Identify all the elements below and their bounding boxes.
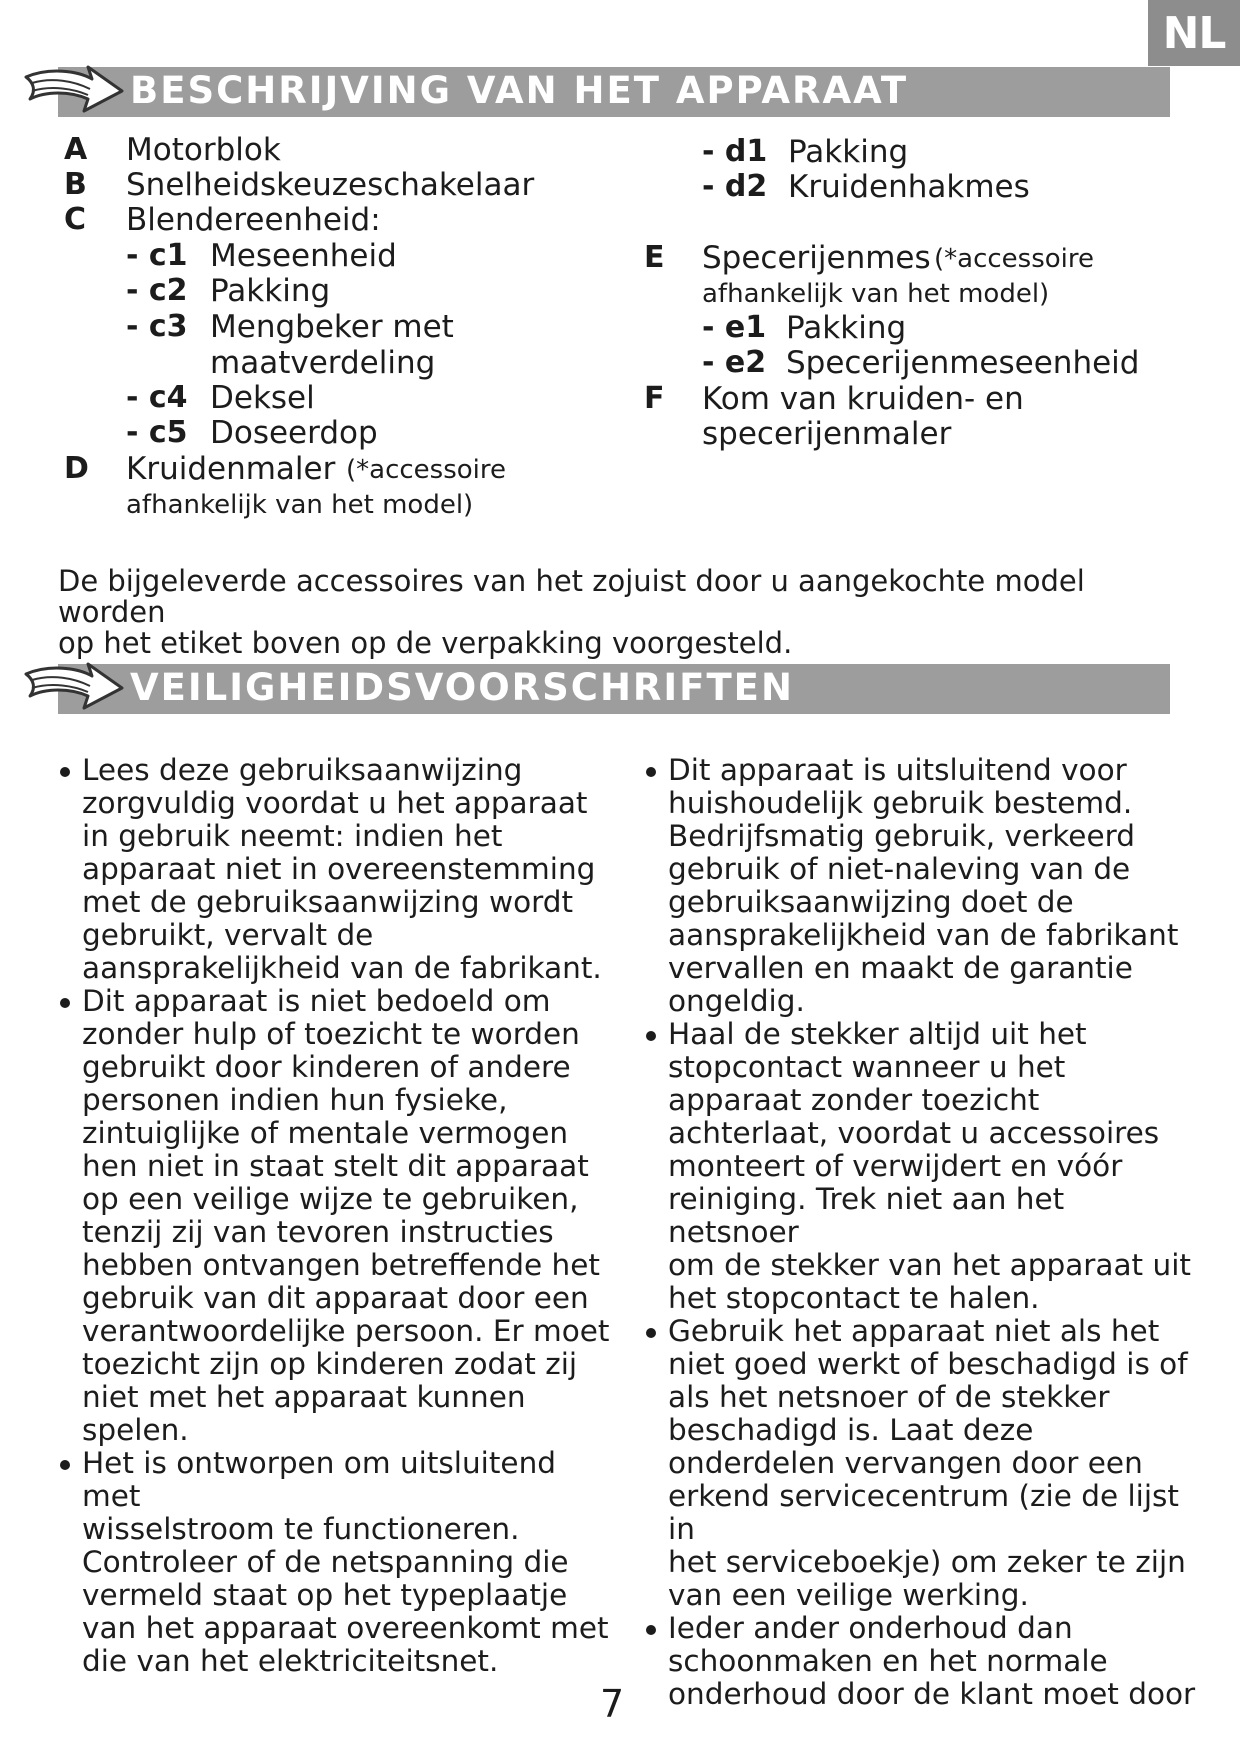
text-line: Lees deze gebruiksaanwijzing [82, 753, 523, 787]
text-line: reiniging. Trek niet aan het netsnoer [668, 1182, 1065, 1249]
text-line: gebruikt door kinderen of andere [82, 1050, 571, 1084]
text-line: erkend servicecentrum (zie de lijst in [668, 1479, 1179, 1546]
text-line: schoonmaken en het normale [668, 1644, 1108, 1678]
part-letter: A [64, 132, 88, 167]
text-line: om de stekker van het apparaat uit [668, 1248, 1191, 1282]
part-label: Kom van kruiden- en [702, 381, 1024, 417]
subpart-label-continued: maatverdeling [210, 345, 436, 381]
text-line: op een veilige wijze te gebruiken, [82, 1182, 579, 1216]
safety-column-left [58, 754, 618, 1678]
text-line: monteert of verwijdert en vóór [668, 1149, 1123, 1183]
text-line: Bedrijfsmatig gebruik, verkeerd [668, 819, 1135, 853]
subpart-code: - c4 [126, 380, 188, 415]
text-line: verantwoordelijke persoon. Er moet [82, 1314, 610, 1348]
text-line: stopcontact wanneer u het [668, 1050, 1066, 1084]
part-label-continued: specerijenmaler [702, 416, 952, 452]
arrow-icon [22, 61, 126, 121]
subpart-code: - c1 [126, 238, 188, 273]
safety-bullet [644, 1612, 1204, 1711]
text-line: achterlaat, voordat u accessoires [668, 1116, 1160, 1150]
text-line: gebruikt, vervalt de [82, 918, 374, 952]
text-line: het serviceboekje) om zeker te zijn [668, 1545, 1186, 1579]
subpart-code: - c3 [126, 309, 188, 344]
text-line: van een veilige werking. [668, 1578, 1029, 1612]
text-line: personen indien hun fysieke, [82, 1083, 508, 1117]
part-letter: D [64, 451, 89, 486]
subpart-code: - d2 [702, 169, 768, 204]
text-line: aansprakelijkheid van de fabrikant [668, 918, 1179, 952]
subpart-code: - e2 [702, 345, 767, 380]
text-line: apparaat niet in overeenstemming [82, 852, 596, 886]
part-label: Motorblok [126, 132, 281, 168]
part-letter: B [64, 167, 87, 202]
subpart-code: - d1 [702, 134, 768, 169]
part-label: Specerijenmes [702, 240, 931, 276]
text-line: wisselstroom te functioneren. [82, 1512, 520, 1546]
accessories-note-line: op het etiket boven op de verpakking voorgesteld. [58, 626, 793, 660]
subpart-label: Pakking [210, 273, 331, 309]
text-line: vermeld staat op het typeplaatje [82, 1578, 568, 1612]
subpart-label: Kruidenhakmes [788, 169, 1030, 205]
text-line: tenzij zij van tevoren instructies [82, 1215, 554, 1249]
subpart-code: - e1 [702, 310, 767, 345]
subpart-label: Specerijenmeseenheid [786, 345, 1140, 381]
safety-bullet [644, 1315, 1204, 1612]
part-letter: F [644, 381, 665, 416]
text-line: Haal de stekker altijd uit het [668, 1017, 1087, 1051]
subpart-code: - c2 [126, 273, 188, 308]
text-line: Gebruik het apparaat niet als het [668, 1314, 1160, 1348]
text-line: in gebruik neemt: indien het [82, 819, 503, 853]
text-line: van het apparaat overeenkomt met [82, 1611, 609, 1645]
page-number: 7 [600, 1682, 625, 1726]
text-line: spelen. [82, 1413, 189, 1447]
subpart-label: Doseerdop [210, 415, 378, 451]
part-note-continued: afhankelijk van het model) [126, 490, 474, 520]
subpart-label: Pakking [786, 310, 907, 346]
part-label: Blendereenheid: [126, 202, 381, 238]
text-line: Ieder ander onderhoud dan [668, 1611, 1073, 1645]
subpart-label: Meseenheid [210, 238, 397, 274]
subpart-label: Deksel [210, 380, 315, 416]
text-line: gebruik van dit apparaat door een [82, 1281, 589, 1315]
text-line: hen niet in staat stelt dit apparaat [82, 1149, 589, 1183]
part-note: (*accessoire [346, 455, 506, 485]
part-note: (*accessoire [934, 244, 1094, 274]
safety-column-right [644, 754, 1204, 1711]
text-line: Controleer of de netspanning die [82, 1545, 569, 1579]
accessories-note [58, 566, 1178, 659]
safety-bullet [644, 1018, 1204, 1315]
safety-bullet [644, 754, 1204, 1018]
text-line: toezicht zijn op kinderen zodat zij [82, 1347, 578, 1381]
text-line: Dit apparaat is uitsluitend voor [668, 753, 1127, 787]
subpart-label: Mengbeker met [210, 309, 454, 345]
safety-bullet [58, 985, 618, 1447]
text-line: onderhoud door de klant moet door [668, 1677, 1196, 1711]
text-line: met de gebruiksaanwijzing wordt [82, 885, 574, 919]
text-line: die van het elektriciteitsnet. [82, 1644, 499, 1678]
part-label: Kruidenmaler [126, 451, 336, 487]
text-line: gebruiksaanwijzing doet de [668, 885, 1074, 919]
text-line: niet goed werkt of beschadigd is of [668, 1347, 1188, 1381]
text-line: het stopcontact te halen. [668, 1281, 1040, 1315]
text-line: apparaat zonder toezicht [668, 1083, 1040, 1117]
text-line: huishoudelijk gebruik bestemd. [668, 786, 1133, 820]
part-label: Snelheidskeuzeschakelaar [126, 167, 535, 203]
part-letter: E [644, 240, 665, 275]
text-line: aansprakelijkheid van de fabrikant. [82, 951, 602, 985]
text-line: Het is ontworpen om uitsluitend met [82, 1446, 557, 1513]
text-line: vervallen en maakt de garantie [668, 951, 1133, 985]
text-line: gebruik of niet-naleving van de [668, 852, 1131, 886]
text-line: zorgvuldig voordat u het apparaat [82, 786, 588, 820]
part-note-continued: afhankelijk van het model) [702, 279, 1050, 309]
section-title: BESCHRIJVING VAN HET APPARAAT [130, 69, 909, 112]
subpart-label: Pakking [788, 134, 909, 170]
text-line: beschadigd is. Laat deze [668, 1413, 1034, 1447]
section-title: VEILIGHEIDSVOORSCHRIFTEN [130, 666, 794, 709]
accessories-note-line: De bijgeleverde accessoires van het zojuist door u aangekochte model worden [58, 564, 1085, 629]
text-line: als het netsnoer of de stekker [668, 1380, 1110, 1414]
text-line: ongeldig. [668, 984, 805, 1018]
arrow-icon [22, 658, 126, 718]
text-line: zintuiglijke of mentale vermogen [82, 1116, 569, 1150]
safety-bullet [58, 1447, 618, 1678]
text-line: Dit apparaat is niet bedoeld om [82, 984, 551, 1018]
text-line: zonder hulp of toezicht te worden [82, 1017, 580, 1051]
part-letter: C [64, 202, 87, 237]
language-tab: NL [1148, 0, 1240, 66]
safety-bullet [58, 754, 618, 985]
subpart-code: - c5 [126, 415, 188, 450]
text-line: hebben ontvangen betreffende het [82, 1248, 600, 1282]
text-line: niet met het apparaat kunnen [82, 1380, 526, 1414]
text-line: onderdelen vervangen door een [668, 1446, 1143, 1480]
